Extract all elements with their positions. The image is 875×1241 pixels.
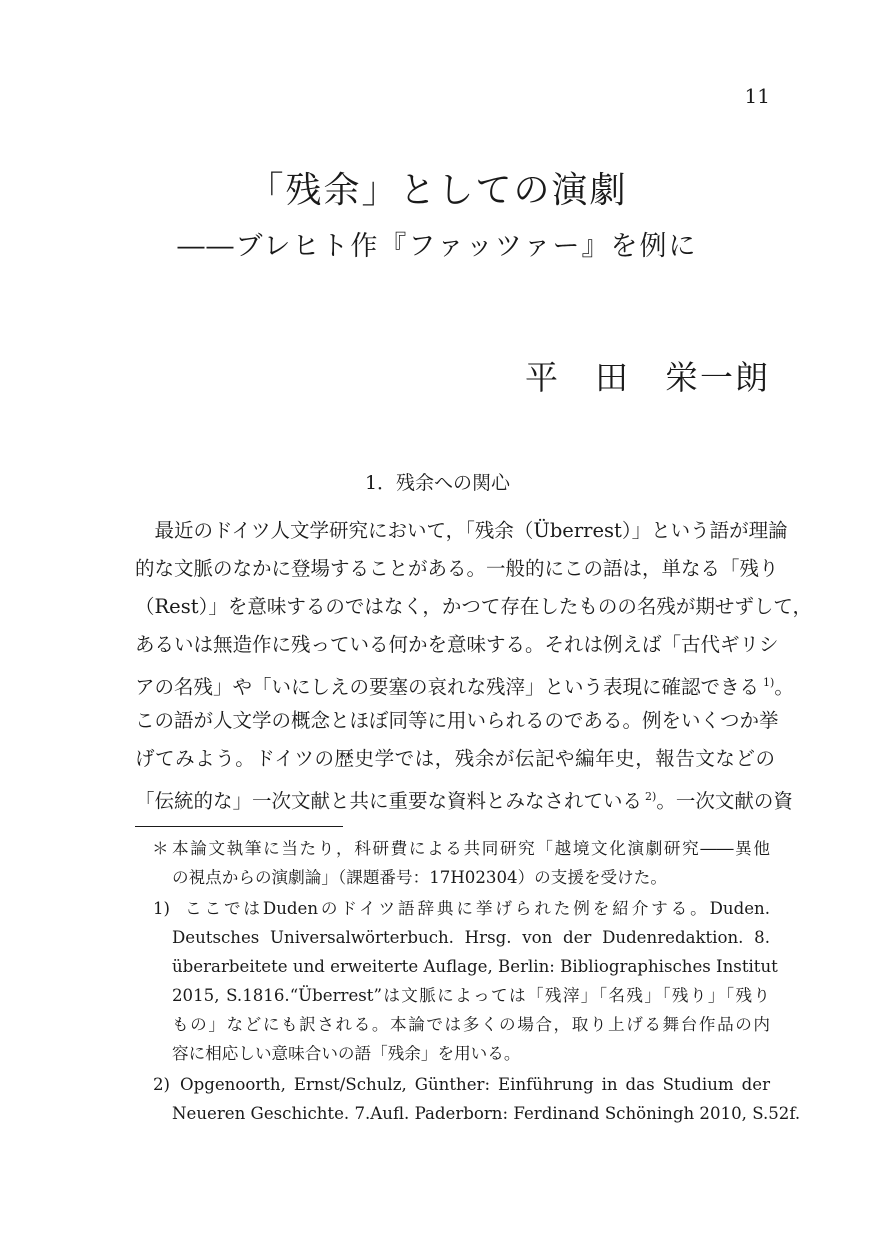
body-line-7 (135, 742, 775, 776)
body-line-8-end: 。一次文献の資 (656, 789, 793, 813)
footnote-ref-2: 2) (645, 790, 657, 803)
body-line-text (135, 666, 794, 705)
footnote-text: 容に相応しい意味合いの語「残余」を用いる。 (172, 1044, 521, 1063)
body-line-2 (135, 552, 779, 586)
footnote-text: Opgenoorth, Ernst/Schulz, Günther: Einführung in das Studium der (180, 1075, 770, 1094)
footnote-1-line-2 (172, 923, 770, 952)
article-title: 「残余」としての演劇 (247, 170, 628, 211)
footnote-1-marker: 1) (153, 899, 171, 918)
footnote-1-line-1 (185, 894, 770, 923)
body-line-text: （Rest）」を意味するのではなく，かつて存在したものの名残が期せずして， (135, 595, 813, 618)
footnote-1-line-5 (172, 1010, 770, 1039)
footnote-1-line-4 (172, 981, 770, 1010)
page-number: 11 (744, 84, 770, 108)
body-line-3 (135, 590, 813, 624)
body-line-4 (135, 628, 779, 662)
body-line-text: 的な文脈のなかに登場することがある。一般的にこの語は，単なる「残り (135, 557, 779, 580)
body-line-text: 最近のドイツ人文学研究において，「残余（Überrest）」という語が理論 (135, 519, 788, 542)
section-heading: 1．残余への関心 (364, 472, 511, 494)
body-line-6 (135, 704, 779, 738)
footnote-text: überarbeitete und erweiterte Auflage, Berlin: Bibliographisches Institut (172, 957, 778, 976)
footnote-text: ここではDudenのドイツ語辞典に挙げられた例を紹介する。Duden. (185, 899, 770, 918)
footnote-1-line-3 (172, 952, 778, 981)
footnote-ref-1: 1) (763, 676, 775, 689)
body-line-8 (135, 780, 793, 814)
body-line-1 (135, 514, 788, 548)
footnote-2-line-1 (180, 1070, 770, 1099)
author-name: 平 田 栄一朗 (525, 358, 770, 397)
footnote-2-marker: 2) (153, 1075, 171, 1094)
footnote-2-line-2 (172, 1099, 801, 1128)
footnote-text: Deutsches Universalwörterbuch. Hrsg. von der Dudenredaktion. 8. (172, 928, 770, 947)
footnote-text: 本論文執筆に当たり，科研費による共同研究「越境文化演劇研究――異他 (172, 839, 770, 858)
footnote-star-line-1 (172, 834, 770, 863)
footnote-text: の視点からの演劇論」（課題番号：17H02304）の支援を受けた。 (172, 868, 667, 887)
footnote-1-line-6 (172, 1039, 770, 1068)
body-line-text: あるいは無造作に残っている何かを意味する。それは例えば「古代ギリシ (135, 633, 779, 656)
body-line-5 (135, 666, 794, 700)
footnote-text: 2015, S.1816.“Überrest”は文脈によっては「残滓」「名残」「残り」「残り (172, 986, 770, 1005)
footnote-star-marker: ＊ (152, 839, 169, 858)
footnote-star-line-2 (172, 863, 770, 892)
footnote-text: もの」などにも訳される。本論では多くの場合，取り上げる舞台作品の内 (172, 1015, 770, 1034)
footnote-separator (135, 826, 343, 827)
article-subtitle: ――ブレヒト作『ファッツァー』を例に (177, 231, 698, 262)
body-line-8-main: 「伝統的な」一次文献と共に重要な資料とみなされている (135, 789, 643, 813)
body-line-5-end: 。 (774, 675, 794, 699)
body-line-text: この語が人文学の概念とほぼ同等に用いられるのである。例をいくつか挙 (135, 709, 779, 732)
footnote-text: Neueren Geschichte. 7.Aufl. Paderborn: Ferdinand Schöningh 2010, S.52f. (172, 1104, 801, 1123)
body-line-text (135, 780, 793, 819)
body-line-5-main: アの名残」や「いにしえの要塞の哀れな残滓」という表現に確認できる (135, 675, 760, 699)
body-line-text: げてみよう。ドイツの歴史学では，残余が伝記や編年史，報告文などの (135, 747, 775, 770)
